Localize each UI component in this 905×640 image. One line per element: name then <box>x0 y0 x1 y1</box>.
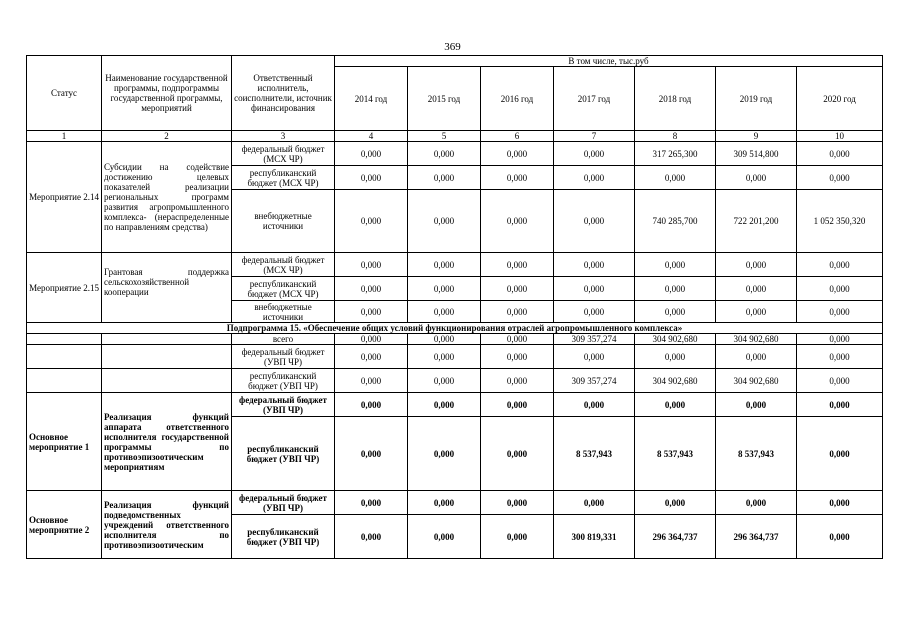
source-cell: федеральный бюджет (МСХ ЧР) <box>232 253 335 277</box>
measure-name-cell <box>102 345 232 369</box>
column-number: 9 <box>716 131 797 142</box>
header-year: 2019 год <box>716 67 797 131</box>
source-cell: республиканский бюджет (УВП ЧР) <box>232 515 335 559</box>
value-cell: 0,000 <box>635 393 716 417</box>
value-cell: 0,000 <box>408 190 481 253</box>
column-number: 8 <box>635 131 716 142</box>
value-cell: 300 819,331 <box>554 515 635 559</box>
value-cell: 0,000 <box>408 515 481 559</box>
source-cell: внебюджетные источники <box>232 301 335 323</box>
column-number-row <box>27 131 883 142</box>
value-cell: 0,000 <box>716 253 797 277</box>
column-number: 6 <box>481 131 554 142</box>
column-number: 5 <box>408 131 481 142</box>
value-cell: 0,000 <box>408 166 481 190</box>
value-cell: 0,000 <box>635 166 716 190</box>
status-cell <box>27 334 102 345</box>
value-cell: 0,000 <box>408 334 481 345</box>
value-cell: 309 357,274 <box>554 369 635 393</box>
value-cell: 309 514,800 <box>716 142 797 166</box>
value-cell: 8 537,943 <box>554 417 635 491</box>
value-cell: 0,000 <box>797 417 883 491</box>
table-row <box>27 345 883 369</box>
value-cell: 0,000 <box>797 345 883 369</box>
value-cell: 1 052 350,320 <box>797 190 883 253</box>
value-cell: 0,000 <box>797 491 883 515</box>
value-cell: 0,000 <box>335 190 408 253</box>
value-cell: 296 364,737 <box>635 515 716 559</box>
value-cell: 0,000 <box>797 515 883 559</box>
value-cell: 0,000 <box>481 334 554 345</box>
value-cell: 0,000 <box>408 491 481 515</box>
value-cell: 0,000 <box>716 345 797 369</box>
value-cell: 722 201,200 <box>716 190 797 253</box>
source-cell: федеральный бюджет (УВП ЧР) <box>232 491 335 515</box>
value-cell: 304 902,680 <box>635 334 716 345</box>
value-cell: 0,000 <box>408 301 481 323</box>
source-cell: федеральный бюджет (МСХ ЧР) <box>232 142 335 166</box>
measure-name-cell: Грантовая поддержка сельскохозяйственной кооперации <box>102 253 232 323</box>
value-cell: 740 285,700 <box>635 190 716 253</box>
value-cell: 0,000 <box>335 369 408 393</box>
value-cell: 0,000 <box>635 301 716 323</box>
value-cell: 0,000 <box>554 190 635 253</box>
column-number: 7 <box>554 131 635 142</box>
value-cell: 0,000 <box>408 253 481 277</box>
status-cell <box>27 345 102 369</box>
header-year: 2017 год <box>554 67 635 131</box>
value-cell: 0,000 <box>481 301 554 323</box>
subprogram-title: Подпрограмма 15. «Обеспечение общих условий функционирования отраслей агропромышленного комплекса» <box>27 323 883 334</box>
measure-name-cell: Реализация функций аппарата ответственного исполнителя государственной программы по противоэпизоотическим мероприятиям <box>102 393 232 491</box>
status-cell: Основное мероприятие 1 <box>27 393 102 491</box>
value-cell: 0,000 <box>635 491 716 515</box>
column-number: 3 <box>232 131 335 142</box>
value-cell: 0,000 <box>481 345 554 369</box>
value-cell: 0,000 <box>481 491 554 515</box>
table-row <box>27 491 883 515</box>
measure-name-cell: Реализация функций подведомственных учреждений ответственного исполнителя по противоэпизоотическим <box>102 491 232 559</box>
value-cell: 0,000 <box>554 277 635 301</box>
status-cell: Мероприятие 2.14 <box>27 142 102 253</box>
value-cell: 0,000 <box>797 142 883 166</box>
value-cell: 0,000 <box>554 166 635 190</box>
value-cell: 0,000 <box>335 166 408 190</box>
value-cell: 0,000 <box>554 142 635 166</box>
value-cell: 0,000 <box>481 253 554 277</box>
value-cell: 0,000 <box>797 277 883 301</box>
header-year: 2018 год <box>635 67 716 131</box>
header-row <box>27 56 883 67</box>
value-cell: 0,000 <box>408 369 481 393</box>
status-cell <box>27 369 102 393</box>
value-cell: 0,000 <box>408 345 481 369</box>
value-cell: 0,000 <box>716 491 797 515</box>
budget-table <box>26 55 883 559</box>
source-cell: федеральный бюджет (УВП ЧР) <box>232 345 335 369</box>
value-cell: 8 537,943 <box>716 417 797 491</box>
value-cell: 309 357,274 <box>554 334 635 345</box>
value-cell: 0,000 <box>408 142 481 166</box>
value-cell: 0,000 <box>335 393 408 417</box>
value-cell: 0,000 <box>481 277 554 301</box>
header-year: 2020 год <box>797 67 883 131</box>
column-number: 10 <box>797 131 883 142</box>
value-cell: 0,000 <box>797 369 883 393</box>
header-including: В том числе, тыс.руб <box>335 56 883 67</box>
table-row <box>27 142 883 166</box>
value-cell: 0,000 <box>554 393 635 417</box>
value-cell: 0,000 <box>635 253 716 277</box>
value-cell: 0,000 <box>335 253 408 277</box>
value-cell: 0,000 <box>335 491 408 515</box>
value-cell: 0,000 <box>481 190 554 253</box>
measure-name-cell <box>102 334 232 345</box>
value-cell: 0,000 <box>554 253 635 277</box>
source-cell: внебюджетные источники <box>232 190 335 253</box>
measure-name-cell: Субсидии на содействие достижению целевых показателей реализации региональных программ развития агропромышленного комплекса- (нераспределенные по направлениям средства) <box>102 142 232 253</box>
value-cell: 0,000 <box>554 345 635 369</box>
status-cell: Мероприятие 2.15 <box>27 253 102 323</box>
value-cell: 0,000 <box>335 345 408 369</box>
value-cell: 0,000 <box>408 277 481 301</box>
value-cell: 0,000 <box>481 515 554 559</box>
column-number: 4 <box>335 131 408 142</box>
value-cell: 0,000 <box>797 166 883 190</box>
page-number: 369 <box>444 41 461 53</box>
value-cell: 0,000 <box>797 301 883 323</box>
header-name: Наименование государственной программы, подпрограммы государственной программы, мероприятий <box>102 56 232 131</box>
value-cell: 0,000 <box>554 301 635 323</box>
value-cell: 0,000 <box>797 253 883 277</box>
source-cell: республиканский бюджет (УВП ЧР) <box>232 417 335 491</box>
value-cell: 8 537,943 <box>635 417 716 491</box>
source-cell: всего <box>232 334 335 345</box>
value-cell: 0,000 <box>481 369 554 393</box>
source-cell: республиканский бюджет (УВП ЧР) <box>232 369 335 393</box>
status-cell: Основное мероприятие 2 <box>27 491 102 559</box>
value-cell: 0,000 <box>335 142 408 166</box>
value-cell: 304 902,680 <box>716 369 797 393</box>
value-cell: 0,000 <box>408 393 481 417</box>
header-year: 2016 год <box>481 67 554 131</box>
value-cell: 0,000 <box>335 277 408 301</box>
value-cell: 0,000 <box>335 334 408 345</box>
value-cell: 0,000 <box>335 417 408 491</box>
value-cell: 0,000 <box>481 393 554 417</box>
value-cell: 317 265,300 <box>635 142 716 166</box>
column-number: 2 <box>102 131 232 142</box>
subprogram-title-row <box>27 323 883 334</box>
value-cell: 0,000 <box>335 301 408 323</box>
value-cell: 0,000 <box>554 491 635 515</box>
value-cell: 0,000 <box>335 515 408 559</box>
value-cell: 0,000 <box>716 166 797 190</box>
table-row <box>27 369 883 393</box>
table-row <box>27 334 883 345</box>
value-cell: 0,000 <box>481 142 554 166</box>
header-status: Статус <box>27 56 102 131</box>
value-cell: 0,000 <box>481 166 554 190</box>
table-row <box>27 253 883 277</box>
value-cell: 304 902,680 <box>716 334 797 345</box>
value-cell: 0,000 <box>635 277 716 301</box>
measure-name-cell <box>102 369 232 393</box>
source-cell: федеральный бюджет (УВП ЧР) <box>232 393 335 417</box>
source-cell: республиканский бюджет (МСХ ЧР) <box>232 166 335 190</box>
value-cell: 0,000 <box>797 334 883 345</box>
value-cell: 296 364,737 <box>716 515 797 559</box>
header-year: 2015 год <box>408 67 481 131</box>
value-cell: 304 902,680 <box>635 369 716 393</box>
value-cell: 0,000 <box>716 393 797 417</box>
header-executor: Ответственный исполнитель, соисполнители, источник финансирования <box>232 56 335 131</box>
value-cell: 0,000 <box>797 393 883 417</box>
value-cell: 0,000 <box>481 417 554 491</box>
column-number: 1 <box>27 131 102 142</box>
table-row <box>27 393 883 417</box>
value-cell: 0,000 <box>635 345 716 369</box>
value-cell: 0,000 <box>716 301 797 323</box>
value-cell: 0,000 <box>408 417 481 491</box>
source-cell: республиканский бюджет (МСХ ЧР) <box>232 277 335 301</box>
value-cell: 0,000 <box>716 277 797 301</box>
header-year: 2014 год <box>335 67 408 131</box>
